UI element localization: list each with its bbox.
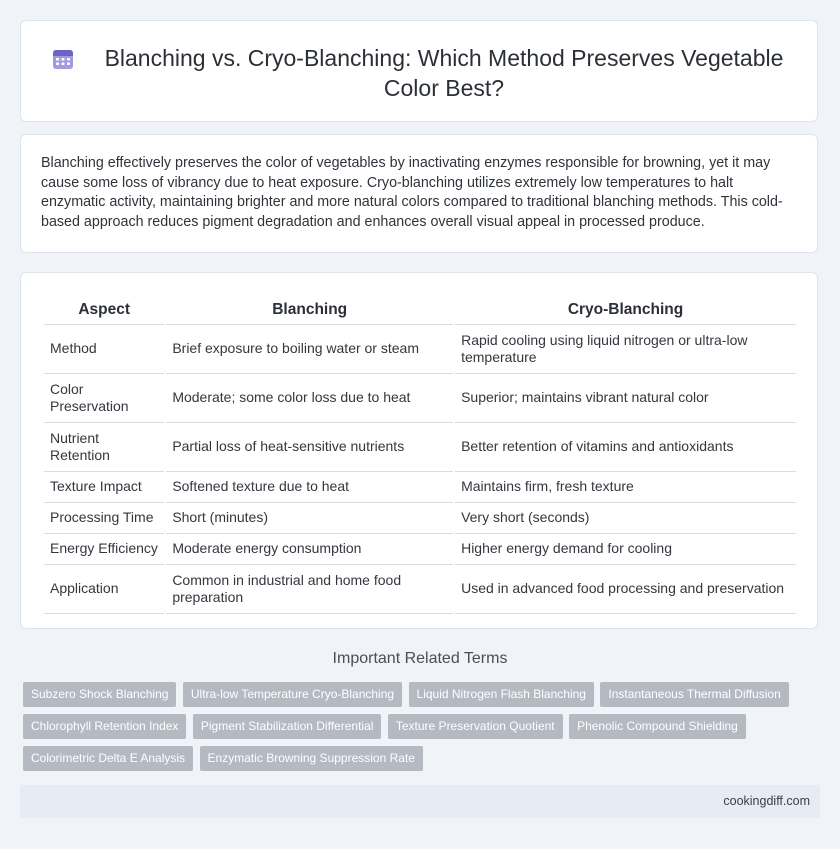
row-blanching: Partial loss of heat-sensitive nutrients bbox=[166, 423, 453, 472]
calendar-icon bbox=[51, 47, 75, 71]
table-row bbox=[44, 534, 796, 565]
term-tag[interactable]: Colorimetric Delta E Analysis bbox=[23, 746, 193, 771]
term-tag[interactable]: Pigment Stabilization Differential bbox=[193, 714, 382, 739]
row-cryo-blanching: Used in advanced food processing and preservation bbox=[455, 565, 796, 614]
table-row bbox=[44, 503, 796, 534]
row-blanching: Brief exposure to boiling water or steam bbox=[166, 325, 453, 374]
row-blanching: Softened texture due to heat bbox=[166, 472, 453, 503]
footer bbox=[20, 785, 820, 818]
page-title: Blanching vs. Cryo-Blanching: Which Method Preserves Vegetable Color Best? bbox=[104, 45, 784, 101]
table-row bbox=[44, 472, 796, 503]
term-tag[interactable]: Ultra-low Temperature Cryo-Blanching bbox=[183, 682, 402, 707]
footer-site-link[interactable]: cookingdiff.com bbox=[723, 794, 810, 808]
table-header-row bbox=[44, 294, 796, 325]
row-cryo-blanching: Higher energy demand for cooling bbox=[455, 534, 796, 565]
header-cryo-blanching: Cryo-Blanching bbox=[455, 294, 796, 325]
row-aspect: Processing Time bbox=[44, 503, 164, 534]
term-tag[interactable]: Subzero Shock Blanching bbox=[23, 682, 176, 707]
row-aspect: Nutrient Retention bbox=[44, 423, 164, 472]
row-aspect: Texture Impact bbox=[44, 472, 164, 503]
comparison-card bbox=[20, 272, 818, 629]
table-row bbox=[44, 325, 796, 374]
row-cryo-blanching: Rapid cooling using liquid nitrogen or ultra-low temperature bbox=[455, 325, 796, 374]
header-aspect: Aspect bbox=[44, 294, 164, 325]
term-tag[interactable]: Liquid Nitrogen Flash Blanching bbox=[409, 682, 594, 707]
intro-paragraph: Blanching effectively preserves the color of vegetables by inactivating enzymes responsible for browning, yet it may cause some loss of vibrancy due to heat exposure. Cryo-blanching utilizes extremely low temperatures to halt enzymatic activity, maintaining brighter and more natural colors compared to traditional blanching methods. This cold-based approach reduces pigment degradation and enhances overall visual appeal in processed produce. bbox=[41, 155, 783, 230]
row-cryo-blanching: Very short (seconds) bbox=[455, 503, 796, 534]
row-blanching: Short (minutes) bbox=[166, 503, 453, 534]
table-row bbox=[44, 565, 796, 614]
term-tag[interactable]: Chlorophyll Retention Index bbox=[23, 714, 186, 739]
row-blanching: Common in industrial and home food preparation bbox=[166, 565, 453, 614]
table-row bbox=[44, 374, 796, 423]
row-cryo-blanching: Better retention of vitamins and antioxidants bbox=[455, 423, 796, 472]
table-row bbox=[44, 423, 796, 472]
intro-card bbox=[20, 134, 818, 253]
row-aspect: Energy Efficiency bbox=[44, 534, 164, 565]
related-terms-heading: Important Related Terms bbox=[332, 650, 508, 667]
row-cryo-blanching: Superior; maintains vibrant natural color bbox=[455, 374, 796, 423]
row-aspect: Method bbox=[44, 325, 164, 374]
row-blanching: Moderate energy consumption bbox=[166, 534, 453, 565]
term-tag[interactable]: Instantaneous Thermal Diffusion bbox=[600, 682, 788, 707]
term-tag[interactable]: Texture Preservation Quotient bbox=[388, 714, 563, 739]
term-tag[interactable]: Phenolic Compound Shielding bbox=[569, 714, 746, 739]
row-aspect: Color Preservation bbox=[44, 374, 164, 423]
title-card bbox=[20, 20, 818, 122]
row-blanching: Moderate; some color loss due to heat bbox=[166, 374, 453, 423]
row-cryo-blanching: Maintains firm, fresh texture bbox=[455, 472, 796, 503]
term-tag[interactable]: Enzymatic Browning Suppression Rate bbox=[200, 746, 423, 771]
comparison-table bbox=[42, 294, 798, 614]
header-blanching: Blanching bbox=[166, 294, 453, 325]
related-terms-list bbox=[23, 682, 813, 778]
row-aspect: Application bbox=[44, 565, 164, 614]
